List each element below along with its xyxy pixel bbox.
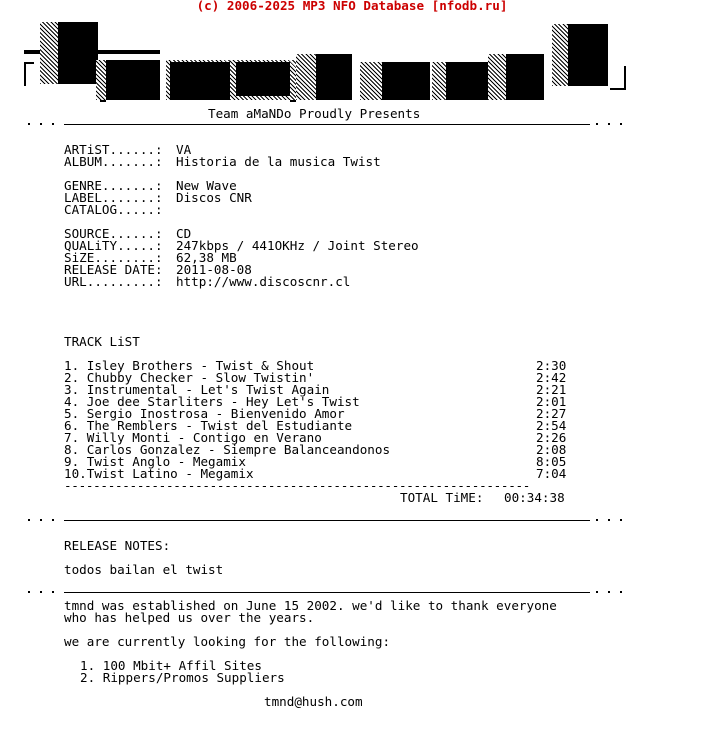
tracklist-heading: TRACK LiST bbox=[64, 334, 140, 349]
info-label: URL.........: bbox=[64, 274, 163, 289]
info-label: ALBUM.......: bbox=[64, 154, 163, 169]
track-time: 2:26 bbox=[536, 430, 567, 445]
info-label: ARTiST......: bbox=[64, 142, 163, 157]
info-value: CD bbox=[176, 226, 192, 241]
site-credit: (c) 2006-2025 MP3 NFO Database [nfodb.ru] bbox=[196, 0, 508, 13]
track-title: 3. Instrumental - Let's Twist Again bbox=[64, 382, 330, 397]
track-title: 8. Carlos Gonzalez - Siempre Balanceandonos bbox=[64, 442, 391, 457]
info-label: SiZE........: bbox=[64, 250, 163, 265]
info-label: QUALiTY.....: bbox=[64, 238, 163, 253]
track-time: 2:08 bbox=[536, 442, 567, 457]
info-label: CATALOG.....: bbox=[64, 202, 163, 217]
info-value: 62,38 MB bbox=[176, 250, 237, 265]
info-value: Historia de la musica Twist bbox=[176, 154, 381, 169]
info-label: GENRE.......: bbox=[64, 178, 163, 193]
release-notes-heading: RELEASE NOTES: bbox=[64, 538, 171, 553]
track-time: 2:30 bbox=[536, 358, 567, 373]
about-line: tmnd was established on June 15 2002. we'd like to thank everyone bbox=[64, 598, 557, 613]
track-title: 6. The Remblers - Twist del Estudiante bbox=[64, 418, 353, 433]
total-time-label: TOTAL TiME: bbox=[400, 490, 484, 505]
info-label: LABEL.......: bbox=[64, 190, 163, 205]
presents-line: Team aMaNDo Proudly Presents bbox=[208, 106, 421, 121]
info-value: 247kbps / 441OKHz / Joint Stereo bbox=[176, 238, 419, 253]
contact-email: tmnd@hush.com bbox=[264, 694, 363, 709]
track-time: 8:05 bbox=[536, 454, 567, 469]
looking-for-line: we are currently looking for the following: bbox=[64, 634, 391, 649]
track-title: 4. Joe dee Starliters - Hey Let's Twist bbox=[64, 394, 360, 409]
wanted-item: 1. 100 Mbit+ Affil Sites bbox=[80, 658, 262, 673]
section-divider bbox=[24, 516, 628, 524]
track-time: 2:54 bbox=[536, 418, 567, 433]
track-time: 2:42 bbox=[536, 370, 567, 385]
info-value: 2011-08-08 bbox=[176, 262, 252, 277]
info-label: SOURCE......: bbox=[64, 226, 163, 241]
section-divider bbox=[24, 120, 628, 128]
track-time: 7:04 bbox=[536, 466, 567, 481]
track-time: 2:01 bbox=[536, 394, 567, 409]
about-line: who has helped us over the years. bbox=[64, 610, 315, 625]
track-title: 10.Twist Latino - Megamix bbox=[64, 466, 254, 481]
track-title: 5. Sergio Inostrosa - Bienvenido Amor bbox=[64, 406, 345, 421]
track-time: 2:27 bbox=[536, 406, 567, 421]
track-title: 9. Twist Anglo - Megamix bbox=[64, 454, 246, 469]
section-divider bbox=[24, 588, 628, 596]
info-value: VA bbox=[176, 142, 192, 157]
total-time-value: 00:34:38 bbox=[504, 490, 565, 505]
track-title: 7. Willy Monti - Contigo en Verano bbox=[64, 430, 322, 445]
info-label: RELEASE DATE: bbox=[64, 262, 163, 277]
tracks-rule: ---------------------------------------------------------------- bbox=[64, 478, 531, 493]
info-value: New Wave bbox=[176, 178, 237, 193]
wanted-item: 2. Rippers/Promos Suppliers bbox=[80, 670, 285, 685]
track-time: 2:21 bbox=[536, 382, 567, 397]
info-value: Discos CNR bbox=[176, 190, 252, 205]
release-notes-text: todos bailan el twist bbox=[64, 562, 224, 577]
info-value: http://www.discoscnr.cl bbox=[176, 274, 351, 289]
track-title: 2. Chubby Checker - Slow Twistin' bbox=[64, 370, 315, 385]
track-title: 1. Isley Brothers - Twist & Shout bbox=[64, 358, 315, 373]
